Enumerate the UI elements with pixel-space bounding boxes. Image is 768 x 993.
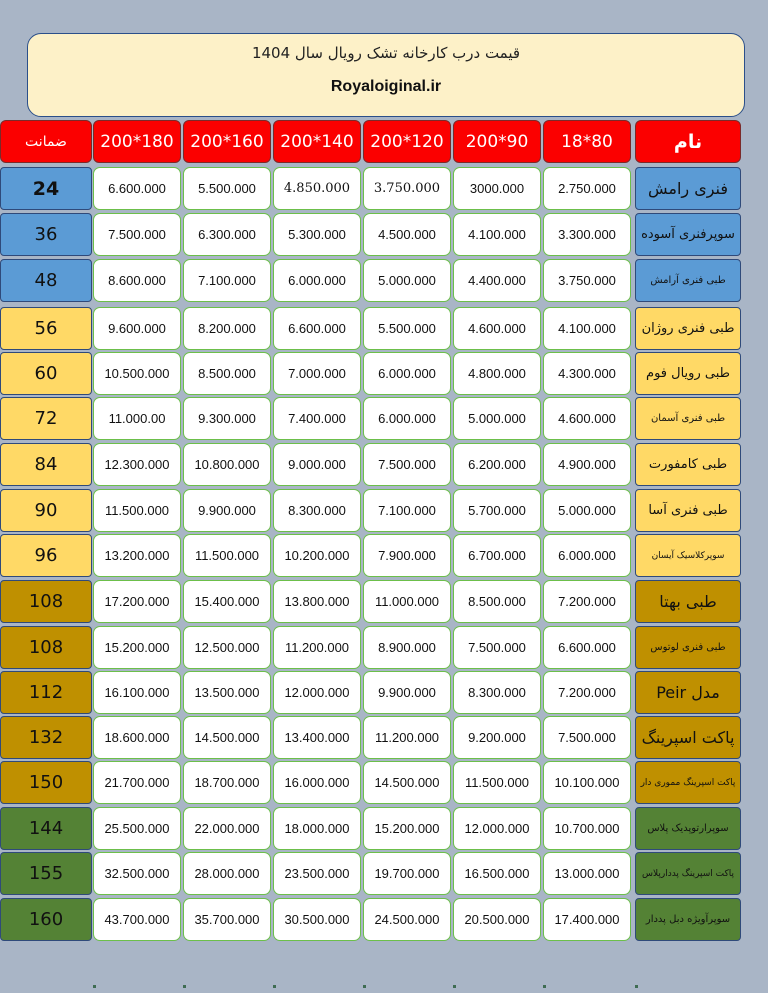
price-cell: 10.100.000 [543,761,631,804]
header-size-200x120: 200*120 [363,120,451,163]
price-cell: 18.600.000 [93,716,181,759]
decorative-dot [273,985,276,988]
price-cell: 11.200.000 [363,716,451,759]
price-cell: 23.500.000 [273,852,361,895]
header-size-200x90: 200*90 [453,120,541,163]
website-label: Royaloiginal.ir [330,78,442,95]
warranty-cell: 96 [0,534,92,577]
price-cell: 11.500.000 [93,489,181,532]
price-cell: 5.000.000 [543,489,631,532]
product-name: پاکت اسپرینگ مموری دار [635,761,741,804]
warranty-cell: 48 [0,259,92,302]
warranty-cell: 84 [0,443,92,486]
warranty-cell: 56 [0,307,92,350]
price-cell: 12.300.000 [93,443,181,486]
price-cell: 6.300.000 [183,213,271,256]
warranty-cell: 155 [0,852,92,895]
product-name: سوپرارتوپدیک پلاس [635,807,741,850]
header-size-200x160: 200*160 [183,120,271,163]
price-cell: 16.500.000 [453,852,541,895]
price-cell: 4.100.000 [543,307,631,350]
price-cell: 14.500.000 [363,761,451,804]
bottom-decoration [0,983,768,991]
price-cell: 9.900.000 [363,671,451,714]
price-cell: 16.100.000 [93,671,181,714]
product-name: مدل Peir [635,671,741,714]
price-cell: 16.000.000 [273,761,361,804]
warranty-cell: 160 [0,898,92,941]
price-cell: 15.400.000 [183,580,271,623]
price-cell: 12.000.000 [453,807,541,850]
price-cell: 6.600.000 [273,307,361,350]
price-cell: 30.500.000 [273,898,361,941]
price-cell: 11.200.000 [273,626,361,669]
price-cell: 13.400.000 [273,716,361,759]
decorative-dot [183,985,186,988]
price-cell: 7.400.000 [273,397,361,440]
price-cell: 32.500.000 [93,852,181,895]
price-cell: 9.600.000 [93,307,181,350]
price-cell: 11.500.000 [453,761,541,804]
price-cell: 7.100.000 [363,489,451,532]
warranty-cell: 24 [0,167,92,210]
price-cell: 5.500.000 [363,307,451,350]
price-cell: 11.000.000 [363,580,451,623]
product-name: پاکت اسپرینگ [635,716,741,759]
price-cell: 7.000.000 [273,352,361,395]
price-cell: 20.500.000 [453,898,541,941]
price-cell: 6.600.000 [543,626,631,669]
price-cell: 3.750.000 [363,167,451,210]
price-cell: 9.000.000 [273,443,361,486]
price-cell: 11.500.000 [183,534,271,577]
price-cell: 15.200.000 [93,626,181,669]
price-cell: 4.500.000 [363,213,451,256]
price-cell: 7.500.000 [543,716,631,759]
product-name: سوپرکلاسیک آیسان [635,534,741,577]
warranty-cell: 150 [0,761,92,804]
product-name: فنری رامش [635,167,741,210]
price-cell: 6.600.000 [93,167,181,210]
price-cell: 3.300.000 [543,213,631,256]
price-cell: 9.300.000 [183,397,271,440]
warranty-cell: 108 [0,626,92,669]
price-cell: 7.200.000 [543,580,631,623]
product-name: طبی فنری لوتوس [635,626,741,669]
price-cell: 6.000.000 [363,397,451,440]
price-cell: 3.750.000 [543,259,631,302]
price-cell: 13.200.000 [93,534,181,577]
price-cell: 7.200.000 [543,671,631,714]
price-cell: 8.200.000 [183,307,271,350]
warranty-cell: 36 [0,213,92,256]
price-cell: 17.400.000 [543,898,631,941]
price-cell: 6.000.000 [543,534,631,577]
price-cell: 18.000.000 [273,807,361,850]
price-cell: 4.400.000 [453,259,541,302]
price-cell: 10.200.000 [273,534,361,577]
price-cell: 13.800.000 [273,580,361,623]
header-size-200x180: 200*180 [93,120,181,163]
decorative-dot [543,985,546,988]
warranty-cell: 112 [0,671,92,714]
price-cell: 21.700.000 [93,761,181,804]
price-cell: 15.200.000 [363,807,451,850]
warranty-cell: 132 [0,716,92,759]
product-name: طبی کامفورت [635,443,741,486]
price-list-title: قیمت درب کارخانه تشک رویال سال 1404 [251,44,521,62]
price-cell: 8.500.000 [453,580,541,623]
warranty-cell: 90 [0,489,92,532]
price-cell: 3000.000 [453,167,541,210]
product-name: طبی فنری روژان [635,307,741,350]
price-cell: 7.500.000 [93,213,181,256]
price-cell: 5.000.000 [453,397,541,440]
price-cell: 4.100.000 [453,213,541,256]
product-name: طبی فنری آسمان [635,397,741,440]
price-cell: 10.500.000 [93,352,181,395]
product-name: سوپرفنری آسوده [635,213,741,256]
price-cell: 10.800.000 [183,443,271,486]
warranty-cell: 108 [0,580,92,623]
price-cell: 9.200.000 [453,716,541,759]
price-cell: 4.850.000 [273,167,361,210]
decorative-dot [363,985,366,988]
price-cell: 17.200.000 [93,580,181,623]
price-cell: 4.300.000 [543,352,631,395]
price-cell: 5.300.000 [273,213,361,256]
product-name: طبی فنری آرامش [635,259,741,302]
decorative-dot [453,985,456,988]
price-cell: 28.000.000 [183,852,271,895]
price-cell: 9.900.000 [183,489,271,532]
price-cell: 4.800.000 [453,352,541,395]
price-cell: 7.500.000 [453,626,541,669]
price-cell: 7.900.000 [363,534,451,577]
price-cell: 13.000.000 [543,852,631,895]
price-cell: 6.700.000 [453,534,541,577]
price-cell: 5.000.000 [363,259,451,302]
price-cell: 6.000.000 [273,259,361,302]
price-cell: 6.200.000 [453,443,541,486]
warranty-cell: 60 [0,352,92,395]
price-cell: 4.600.000 [543,397,631,440]
decorative-dot [635,985,638,988]
header-size-200x140: 200*140 [273,120,361,163]
price-cell: 5.700.000 [453,489,541,532]
price-cell: 19.700.000 [363,852,451,895]
header-warranty: ضمانت [0,120,92,163]
warranty-cell: 72 [0,397,92,440]
header-size-80x180: 18*80 [543,120,631,163]
price-cell: 4.900.000 [543,443,631,486]
price-cell: 13.500.000 [183,671,271,714]
price-cell: 18.700.000 [183,761,271,804]
price-cell: 11.000.00 [93,397,181,440]
product-name: طبی فنری آسا [635,489,741,532]
title-box [27,33,745,117]
price-cell: 14.500.000 [183,716,271,759]
product-name: طبی رویال فوم [635,352,741,395]
price-cell: 24.500.000 [363,898,451,941]
decorative-dot [93,985,96,988]
price-cell: 4.600.000 [453,307,541,350]
price-cell: 5.500.000 [183,167,271,210]
price-cell: 10.700.000 [543,807,631,850]
price-cell: 8.900.000 [363,626,451,669]
price-cell: 12.500.000 [183,626,271,669]
price-cell: 8.300.000 [273,489,361,532]
price-cell: 22.000.000 [183,807,271,850]
product-name: پاکت اسپرینگ پددارپلاس [635,852,741,895]
price-cell: 6.000.000 [363,352,451,395]
warranty-cell: 144 [0,807,92,850]
price-cell: 8.500.000 [183,352,271,395]
price-cell: 8.300.000 [453,671,541,714]
price-cell: 43.700.000 [93,898,181,941]
header-name: نام [635,120,741,163]
price-cell: 35.700.000 [183,898,271,941]
product-name: طبی بهتا [635,580,741,623]
price-cell: 8.600.000 [93,259,181,302]
price-cell: 12.000.000 [273,671,361,714]
price-cell: 25.500.000 [93,807,181,850]
price-cell: 7.100.000 [183,259,271,302]
price-cell: 7.500.000 [363,443,451,486]
price-cell: 2.750.000 [543,167,631,210]
product-name: سوپرآویژه دبل پددار [635,898,741,941]
